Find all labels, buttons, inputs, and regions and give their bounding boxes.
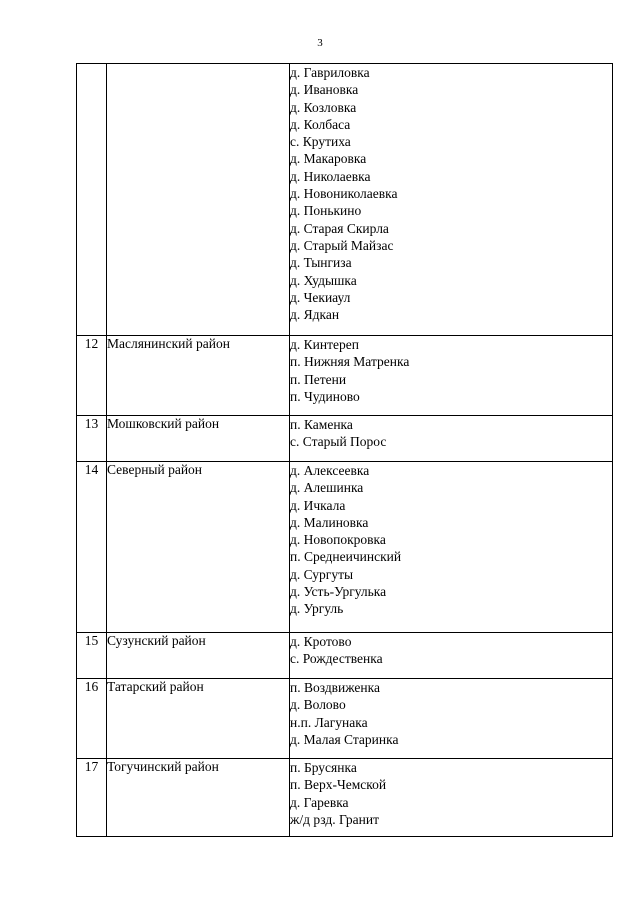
settlement-name: д. Колбаса (290, 116, 351, 132)
district-name: Маслянинский район (107, 336, 290, 416)
settlements-cell (290, 336, 613, 416)
district-name: Сузунский район (107, 633, 290, 679)
settlements-cell (290, 462, 613, 633)
settlement-name: д. Ургуль (290, 601, 344, 617)
settlement-name: д. Алешинка (290, 480, 364, 496)
settlement-name: д. Волово (290, 697, 346, 713)
settlement-name: с. Крутиха (290, 134, 351, 150)
settlement-name: п. Каменка (290, 417, 353, 432)
row-number: 16 (77, 679, 107, 759)
settlement-name: с. Рождественка (290, 651, 383, 667)
settlement-name: д. Гавриловка (290, 65, 370, 80)
table-row (77, 336, 613, 416)
row-number: 17 (77, 759, 107, 837)
district-name: Мошковский район (107, 416, 290, 462)
settlement-name: н.п. Лагунака (290, 714, 368, 730)
row-number (77, 64, 107, 336)
settlements-cell (290, 759, 613, 837)
row-number: 15 (77, 633, 107, 679)
settlement-name: п. Верх-Чемской (290, 777, 387, 793)
settlement-name: д. Понькино (290, 203, 362, 219)
settlement-name: п. Чудиново (290, 388, 360, 404)
settlement-name: д. Старый Майзас (290, 237, 394, 253)
settlement-name: д. Старая Скирла (290, 220, 389, 236)
settlement-name: п. Воздвиженка (290, 680, 380, 695)
table-body (77, 64, 613, 837)
settlement-name: д. Алексеевка (290, 463, 370, 478)
settlement-name: д. Кинтереп (290, 337, 359, 352)
table-row (77, 64, 613, 336)
settlement-name: д. Новопокровка (290, 532, 386, 548)
settlement-name: д. Тынгиза (290, 255, 352, 271)
table-row (77, 633, 613, 679)
table-row (77, 462, 613, 633)
settlement-name: д. Кротово (290, 634, 352, 649)
table-row (77, 416, 613, 462)
settlements-cell (290, 64, 613, 336)
settlement-name: д. Усть-Ургулька (290, 584, 387, 600)
district-name: Тогучинский район (107, 759, 290, 837)
row-number: 14 (77, 462, 107, 633)
settlement-name: д. Ядкан (290, 307, 340, 323)
settlement-name: д. Чекиаул (290, 289, 351, 305)
settlement-name: д. Ивановка (290, 82, 359, 98)
district-name (107, 64, 290, 336)
settlement-name: п. Нижняя Матренка (290, 354, 410, 370)
page-number: 3 (317, 37, 323, 49)
settlements-cell (290, 679, 613, 759)
settlements-cell (290, 416, 613, 462)
settlement-name: д. Малая Старинка (290, 731, 399, 747)
settlement-name: д. Николаевка (290, 168, 371, 184)
settlement-name: д. Худышка (290, 272, 357, 288)
settlements-cell (290, 633, 613, 679)
settlement-name: п. Среднеичинский (290, 549, 402, 565)
settlement-name: д. Макаровка (290, 151, 367, 167)
settlement-name: д. Новониколаевка (290, 186, 398, 202)
settlement-name: п. Петени (290, 371, 347, 387)
settlement-name: д. Сургуты (290, 566, 354, 582)
row-number: 12 (77, 336, 107, 416)
settlement-name: д. Ичкала (290, 497, 346, 513)
settlement-name: д. Гаревка (290, 794, 349, 810)
table-row (77, 759, 613, 837)
settlement-name: п. Брусянка (290, 760, 357, 775)
settlement-name: ж/д рзд. Гранит (290, 811, 379, 827)
settlements-table (76, 63, 613, 837)
district-name: Северный район (107, 462, 290, 633)
settlement-name: д. Козловка (290, 99, 357, 115)
row-number: 13 (77, 416, 107, 462)
settlement-name: с. Старый Порос (290, 434, 387, 450)
district-name: Татарский район (107, 679, 290, 759)
table-row (77, 679, 613, 759)
settlement-name: д. Малиновка (290, 514, 369, 530)
